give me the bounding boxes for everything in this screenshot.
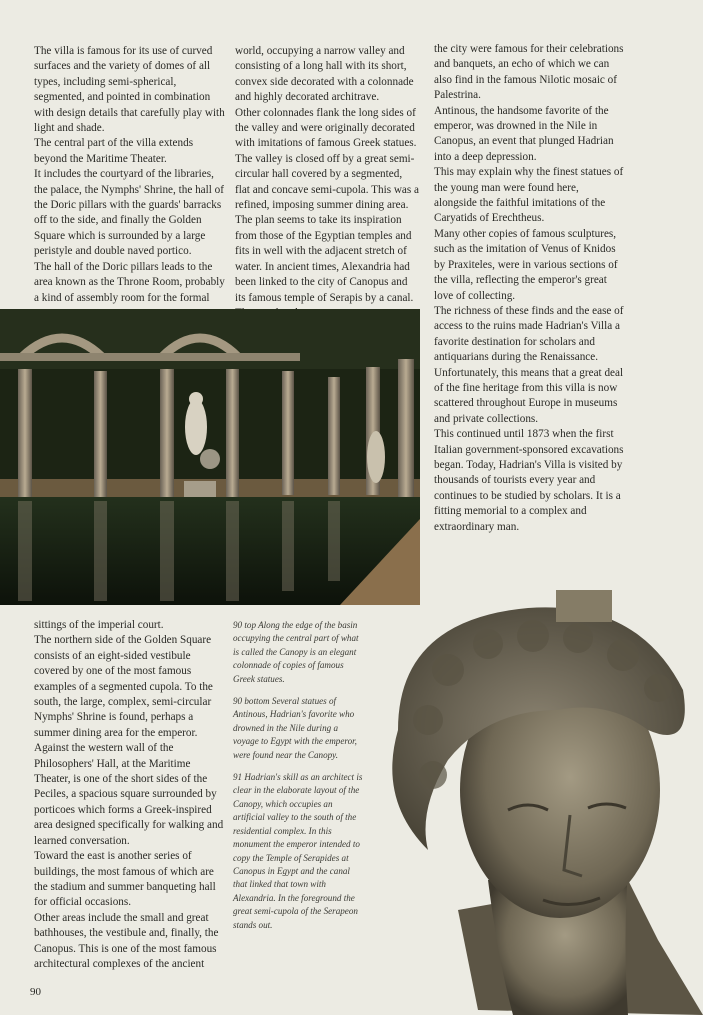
- paragraph: This continued until 1873 when the first Italian government-sponsored excavations began. Today, Hadrian's Villa is visited by thousands of tourists every year and continues to be studied by scholars. It is a fitting memorial to a complex and extraordinary man.: [434, 428, 624, 533]
- paragraph: Other areas include the small and great bathhouses, the vestibule and, finally, the Canopus. This is one of the most famous architectural complexes of the ancient: [34, 911, 219, 970]
- paragraph: The central part of the villa extends beyond the Maritime Theater.: [34, 137, 194, 165]
- text-column-4: [34, 618, 226, 972]
- paragraph: It includes the courtyard of the libraries, the palace, the Nymphs' Shrine, the hall of the Doric pillars with the guards' barracks off to the side, and finally the Golden Square which is surrounded by a large peristyle and double naved portico.: [34, 168, 224, 258]
- canopus-colonnade-photo: [0, 309, 420, 605]
- paragraph: This may explain why the finest statues of the young man were found here, alongside the faithful imitations of the Caryatids of Erechtheus.: [434, 166, 624, 225]
- paragraph: Other colonnades flank the long sides of the valley and were originally decorated with imitations of famous Greek statues. The valley is closed off by a great semi-circular hall covered by a segmented, flat and concave semi-cupola. This was a refined, imposing summer dining area.: [235, 106, 420, 212]
- text-column-1: [34, 44, 226, 306]
- paragraph: sittings of the imperial court.: [34, 619, 164, 631]
- paragraph: The northern side of the Golden Square consists of an eight-sided vestibule covered by one of the most famous examples of a segmented cupola. To the south, the large, complex, semi-circular Nymphs' Shrine is found, perhaps a summer dining area for the emperor.: [34, 634, 213, 739]
- paragraph: the city were famous for their celebrations and banquets, an echo of which we can also find in the famous Nilotic mosaic of Palestrina.: [434, 43, 624, 102]
- paragraph: The hall of the Doric pillars leads to the area known as the Throne Room, probably a kind of assembly room for the formal: [34, 260, 225, 304]
- text-column-2: [235, 44, 419, 321]
- paragraph: Many other copies of famous sculptures, such as the imitation of Venus of Knidos by Praxiteles, were in various sections of the villa, reflecting the emperor's great love of collecting.: [434, 227, 618, 302]
- paragraph: world, occupying a narrow valley and consisting of a long hall with its short, convex side decorated with a colonnade and highly decorated architrave.: [235, 45, 414, 104]
- page-number: 90: [30, 986, 41, 998]
- paragraph: The villa is famous for its use of curved surfaces and the variety of domes of all types, including semi-spherical, segmented, and pointed in combination with design details that carefully play with light and shade.: [34, 45, 225, 135]
- caption: 90 top Along the edge of the basin occupying the central part of what is called the Canopy is an elegant colonnade of copies of famous Greek statues.: [233, 620, 359, 684]
- paragraph: The plan seems to take its inspiration from those of the Egyptian temples and fits in well with the adjacent stretch of water. In ancient times, Alexandria had been linked to the city of Canopus and its famous temple of Serapis by a canal.: [235, 214, 414, 304]
- paragraph: The richness of these finds and the ease of access to the ruins made Hadrian's Villa a favorite destination for scholars and antiquarians during the Renaissance. Unfortunately, this means that a great deal of the fine heritage from this villa is now scattered throughout Europe in museums and private collections.: [434, 304, 624, 425]
- paragraph: Toward the east is another series of buildings, the most famous of which are the stadium and summer banqueting hall for official occasions.: [34, 850, 216, 909]
- text-column-3: [434, 42, 624, 535]
- antinous-bust-photo: [338, 580, 703, 1015]
- caption: 91 Hadrian's skill as an architect is clear in the elaborate layout of the Canopy, which occupies an artificial valley to the south of the residential complex. In this monument the emperor intended to copy the Temple of Serapides at Canopus in Egypt and the canal that linked that town with Alexandria. In the foreground the great semi-cupola of the Serapeon stands out.: [233, 772, 363, 930]
- paragraph: Antinous, the handsome favorite of the emperor, was drowned in the Nile in Canopus, an event that plunged Hadrian into a deep depression.: [434, 104, 614, 163]
- paragraph: Against the western wall of the Philosophers' Hall, at the Maritime Theater, is one of the short sides of the Peciles, a spacious square surrounded by porticoes which forms a Greek-inspired area designed specifically for walking and learned conversation.: [34, 742, 224, 847]
- caption: 90 bottom Several statues of Antinous, Hadrian's favorite who drowned in the Nile during a voyage to Egypt with the emperor, were found near the Canopy.: [233, 696, 357, 760]
